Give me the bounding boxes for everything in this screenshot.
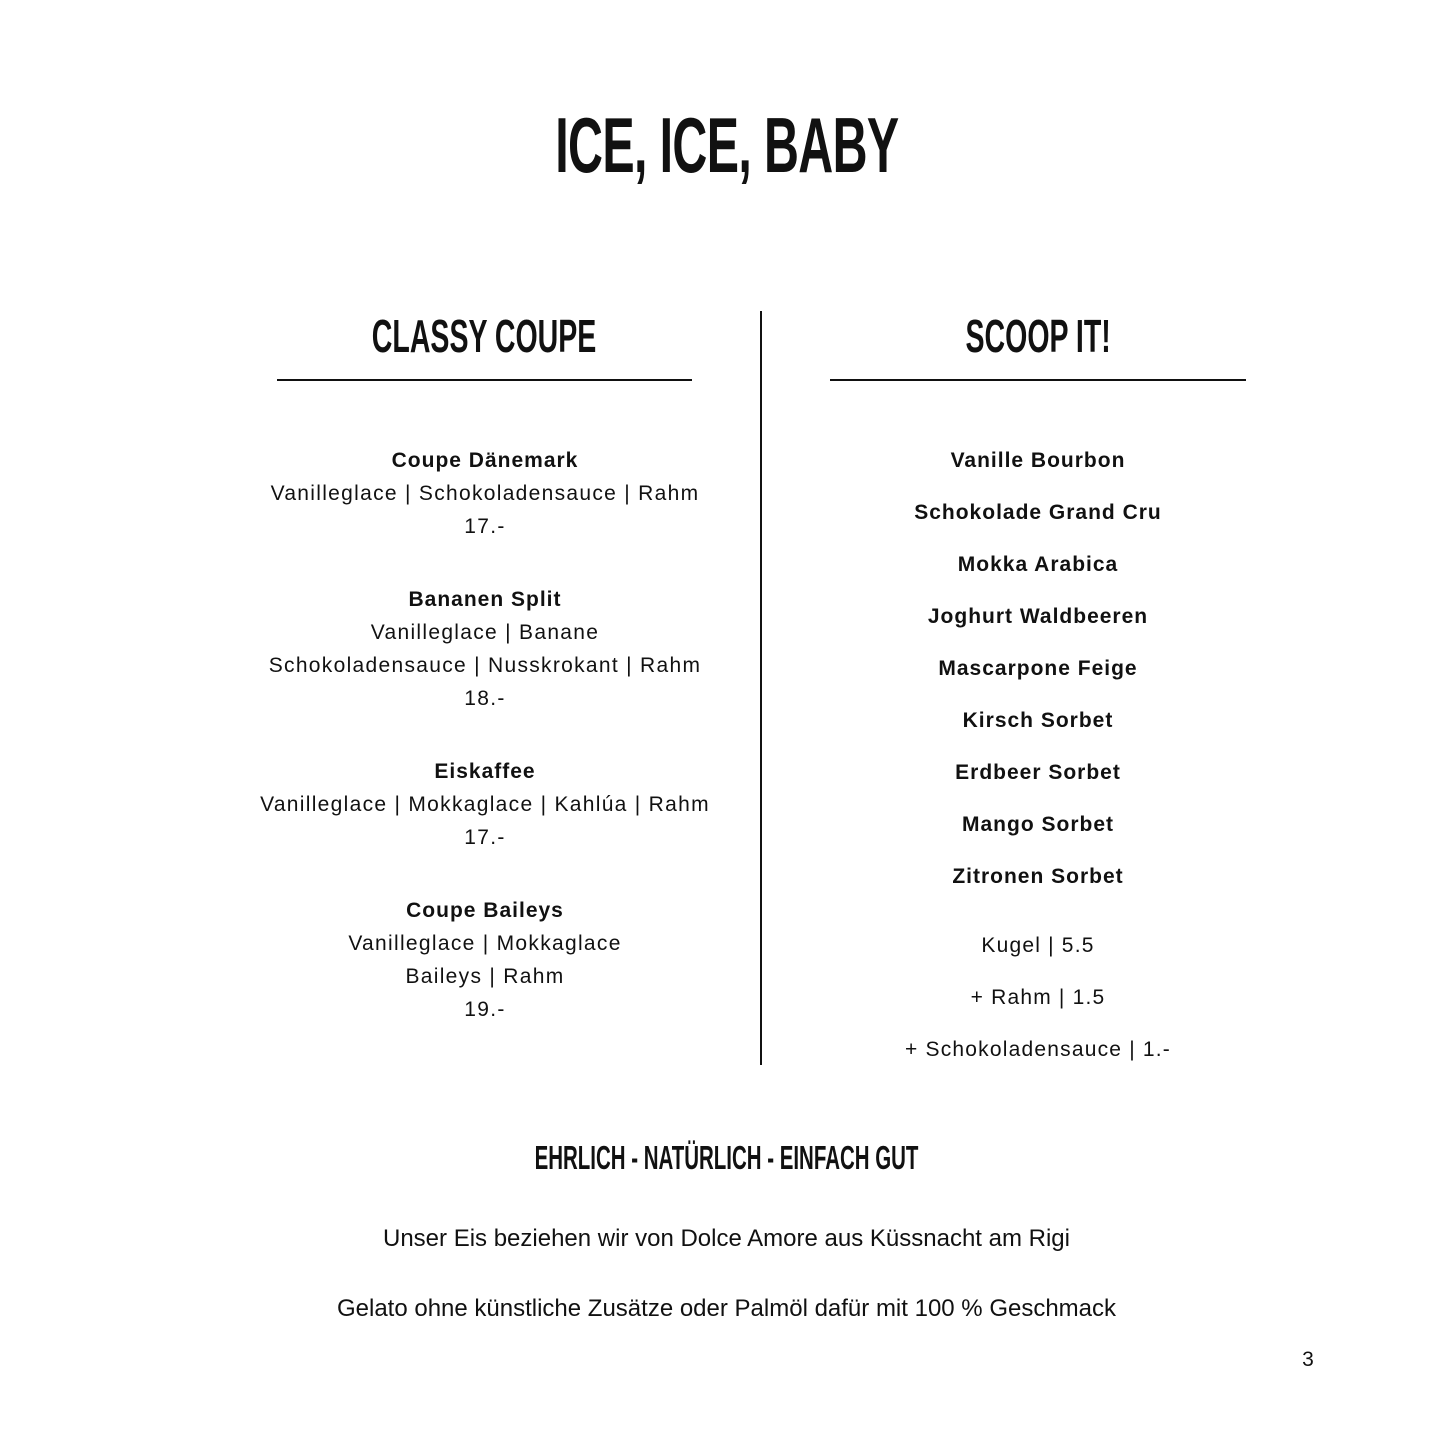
page-title-text: ICE, ICE, BABY: [554, 101, 899, 189]
scoop-prices: [830, 929, 1246, 1085]
classy-coupe-heading: [277, 310, 692, 362]
coupe-item: [200, 444, 770, 543]
coupe-price: 17.-: [464, 515, 506, 538]
flavor-item: Erdbeer Sorbet: [955, 761, 1121, 784]
flavor-item: Mokka Arabica: [957, 553, 1119, 576]
coupe-ingredients: Baileys | Rahm: [405, 965, 565, 988]
coupe-name: Coupe Baileys: [406, 899, 564, 922]
coupe-price: 19.-: [464, 998, 506, 1021]
coupe-ingredients: Vanilleglace | Mokkaglace | Kahlúa | Rahm: [260, 793, 710, 816]
flavor-item: Mascarpone Feige: [938, 657, 1138, 680]
coupe-item: [200, 583, 770, 715]
flavor-item: Mango Sorbet: [962, 813, 1114, 836]
tagline: [0, 1136, 1453, 1180]
coupe-ingredients: Vanilleglace | Mokkaglace: [348, 932, 622, 955]
coupe-price: 17.-: [464, 826, 506, 849]
price-line: + Schokoladensauce | 1.-: [905, 1038, 1171, 1061]
scoop-it-underline: [830, 379, 1246, 381]
flavor-item: Schokolade Grand Cru: [914, 501, 1162, 524]
coupe-item: [200, 894, 770, 1026]
scoop-it-heading: [830, 310, 1246, 362]
coupe-price: 18.-: [464, 687, 506, 710]
coupe-name: Coupe Dänemark: [391, 449, 579, 472]
page-title: [0, 100, 1453, 190]
footer-quality-note: Gelato ohne künstliche Zusätze oder Palmöl dafür mit 100 % Geschmack: [336, 1295, 1117, 1322]
price-line: Kugel | 5.5: [981, 934, 1095, 957]
coupe-item: [200, 755, 770, 854]
coupe-name: Eiskaffee: [434, 760, 536, 783]
coupe-name: Bananen Split: [408, 588, 562, 611]
classy-coupe-heading-text: CLASSY COUPE: [372, 310, 597, 362]
scoop-it-list: [830, 444, 1246, 1085]
page-number: 3: [1302, 1348, 1314, 1371]
flavor-item: Kirsch Sorbet: [962, 709, 1114, 732]
scoop-it-heading-text: SCOOP IT!: [965, 310, 1111, 362]
coupe-ingredients: Schokoladensauce | Nusskrokant | Rahm: [268, 654, 702, 677]
flavor-item: Vanille Bourbon: [950, 449, 1126, 472]
classy-coupe-underline: [277, 379, 692, 381]
flavor-item: Zitronen Sorbet: [952, 865, 1124, 888]
coupe-ingredients: Vanilleglace | Schokoladensauce | Rahm: [270, 482, 700, 505]
footer-source-note: Unser Eis beziehen wir von Dolce Amore aus Küssnacht am Rigi: [383, 1225, 1070, 1252]
coupe-ingredients: Vanilleglace | Banane: [370, 621, 600, 644]
flavor-item: Joghurt Waldbeeren: [927, 605, 1149, 628]
tagline-text: EHRLICH - NATÜRLICH - EINFACH GUT: [534, 1139, 919, 1176]
classy-coupe-list: [200, 444, 770, 1066]
price-line: + Rahm | 1.5: [970, 986, 1106, 1009]
